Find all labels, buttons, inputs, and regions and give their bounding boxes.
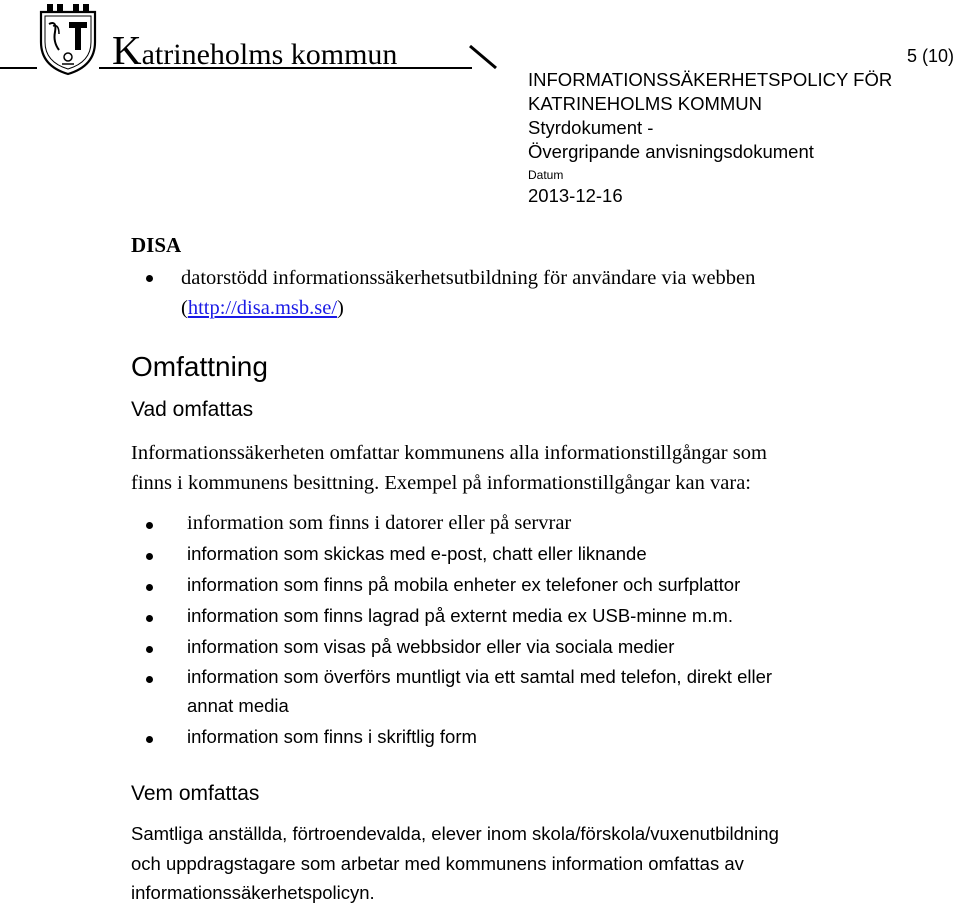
list-item: information som finns på mobila enheter ex telefoner och surfplattor xyxy=(187,574,741,595)
doc-type-line1: Styrdokument - xyxy=(528,117,654,138)
document-meta xyxy=(528,68,892,208)
disa-link[interactable]: http://disa.msb.se/ xyxy=(187,297,338,319)
list-item: information som finns lagrad på externt media ex USB-minne m.m. xyxy=(187,605,733,626)
subheading-vem-omfattas: Vem omfattas xyxy=(131,782,260,805)
header-rule-slash xyxy=(468,44,500,72)
section-heading-omfattning: Omfattning xyxy=(131,351,268,382)
brand-name: Katrineholms kommun xyxy=(112,27,398,73)
list-item: information som finns i skriftlig form xyxy=(187,726,477,747)
bullet-icon xyxy=(146,676,153,683)
doc-title-line2: KATRINEHOLMS KOMMUN xyxy=(528,93,763,114)
intro-line1: Informationssäkerheten omfattar kommunens alla informationstillgångar som xyxy=(131,442,767,464)
subheading-vad-omfattas: Vad omfattas xyxy=(131,398,254,421)
list-item: information som finns i datorer eller på servrar xyxy=(187,512,572,534)
doc-type-line2: Övergripande anvisningsdokument xyxy=(528,141,814,162)
bullet-icon xyxy=(146,615,153,622)
page-number: 5 (10) xyxy=(906,46,954,66)
disa-item-line1: datorstödd informationssäkerhetsutbildning för användare via webben xyxy=(181,267,756,289)
date-label: Datum xyxy=(528,168,564,182)
list-item: information som överförs muntligt via ett samtal med telefon, direkt eller xyxy=(187,666,773,687)
who-line3: informationssäkerhetspolicyn. xyxy=(131,882,375,903)
disa-item-line2: (http://disa.msb.se/) xyxy=(181,297,344,319)
list-item-continuation: annat media xyxy=(187,695,289,716)
disa-heading: DISA xyxy=(131,233,182,257)
list-item: information som skickas med e-post, chatt eller liknande xyxy=(187,543,647,564)
list-item: information som visas på webbsidor eller via sociala medier xyxy=(187,636,675,657)
header-rule-left xyxy=(0,67,37,69)
bullet-icon xyxy=(146,522,153,529)
date-value: 2013-12-16 xyxy=(528,185,623,206)
who-line2: och uppdragstagare som arbetar med kommunens information omfattas av xyxy=(131,853,744,874)
doc-title-line1: INFORMATIONSSÄKERHETSPOLICY FÖR xyxy=(528,69,893,90)
bullet-icon xyxy=(146,584,153,591)
intro-line2: finns i kommunens besittning. Exempel på informationstillgångar kan vara: xyxy=(131,472,751,494)
bullet-icon xyxy=(146,646,153,653)
bullet-icon xyxy=(146,736,153,743)
bullet-icon xyxy=(146,275,153,282)
municipal-crest-logo xyxy=(37,2,99,76)
who-line1: Samtliga anställda, förtroendevalda, elever inom skola/förskola/vuxenutbildning xyxy=(131,823,779,844)
bullet-icon xyxy=(146,553,153,560)
